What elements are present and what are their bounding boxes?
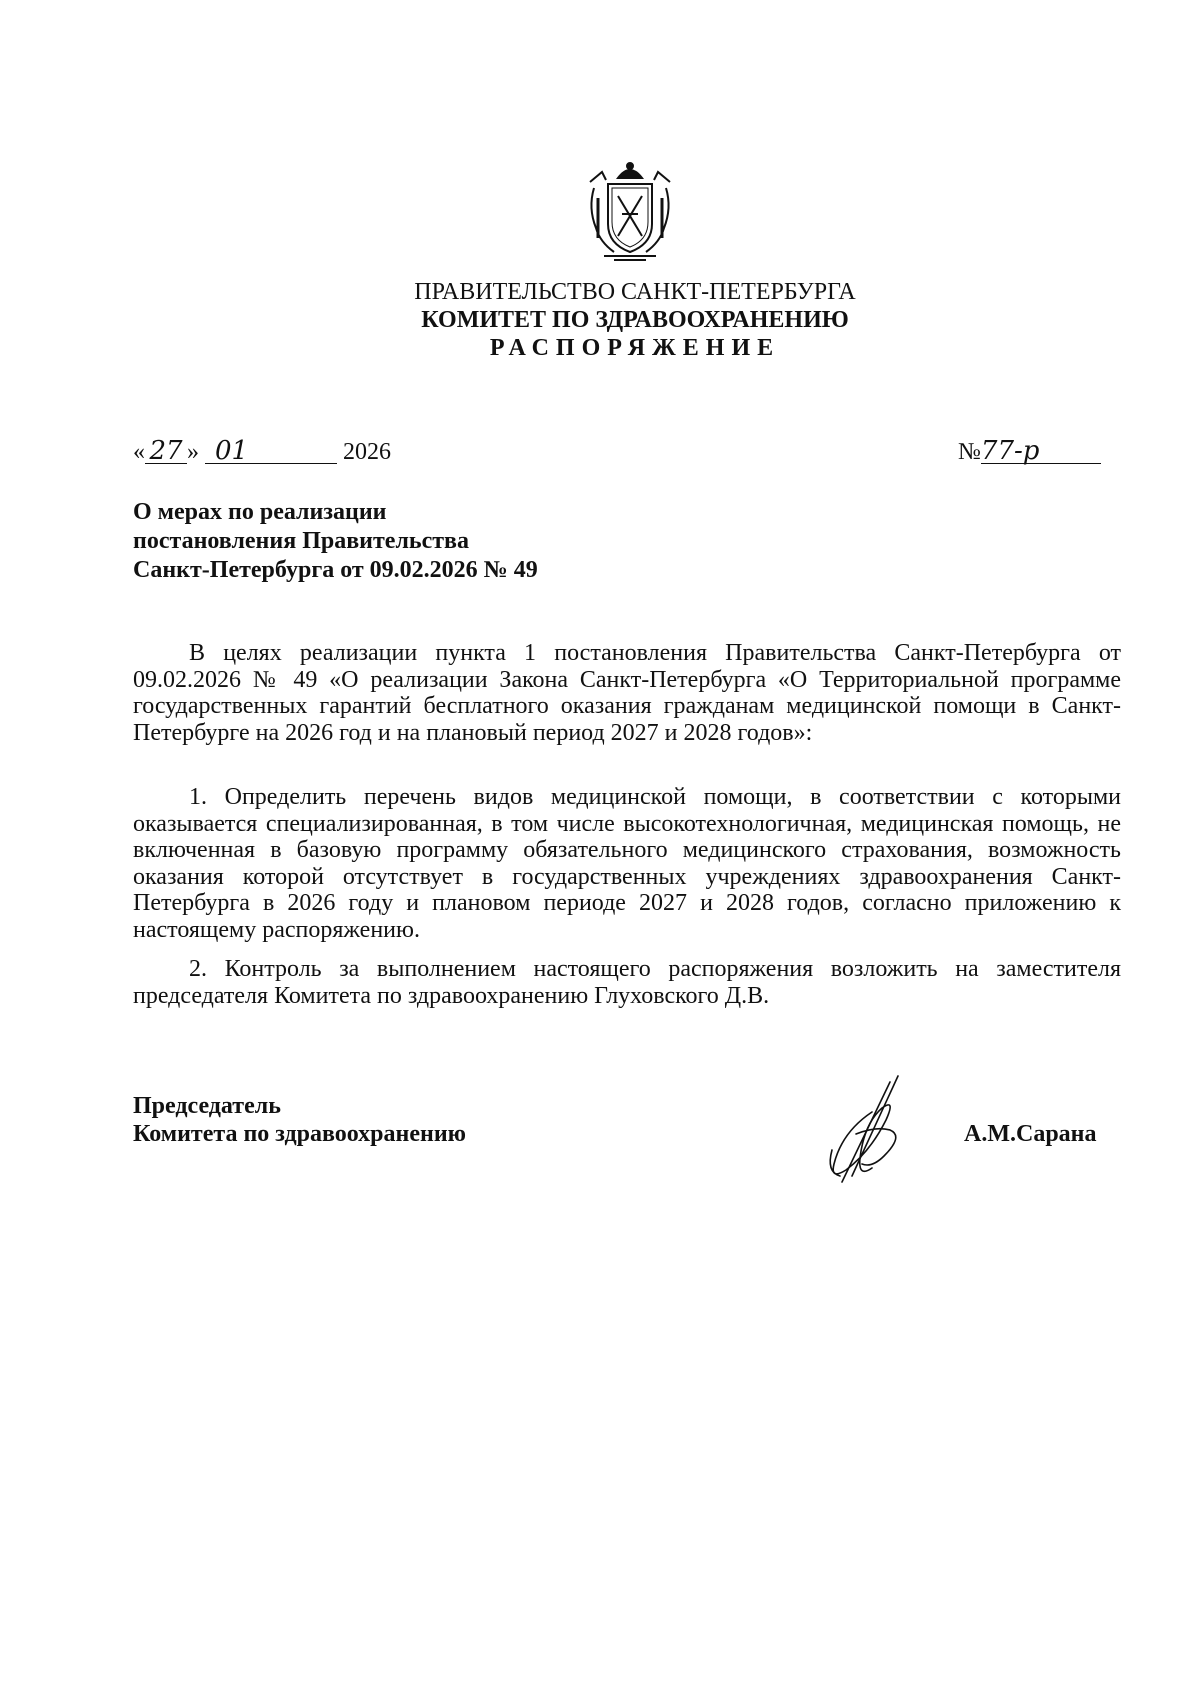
handwritten-signature [812, 1072, 922, 1192]
subject-line: Санкт-Петербурга от 09.02.2026 № 49 [133, 557, 538, 583]
signatory-name: А.М.Сарана [964, 1121, 1097, 1147]
number-value: 77-р [981, 439, 1101, 464]
signatory-title-line: Председатель [133, 1093, 281, 1119]
document-number [958, 438, 1101, 466]
item-2-paragraph: 2. Контроль за выполнением настоящего распоряжения возложить на заместителя председателя Комитета по здравоохранению Глуховского Д.В. [133, 956, 1121, 1009]
preamble-section [133, 640, 1121, 746]
date-day: 27 [145, 439, 187, 464]
government-name: ПРАВИТЕЛЬСТВО САНКТ-ПЕТЕРБУРГА [414, 279, 856, 305]
number-prefix: № [958, 439, 981, 465]
preamble-paragraph: В целях реализации пункта 1 постановления Правительства Санкт-Петербурга от 09.02.2026 № 49 «О реализации Закона Санкт-Петербурга «О Территориальной программе государственных гарантий бесплатного оказания гражданам медицинской помощи в Санкт-Петербурге на 2026 год и на плановый период 2027 и 2028 годов»: [133, 640, 1121, 746]
item-1-section [133, 784, 1121, 943]
coat-of-arms-icon [584, 158, 676, 264]
document-type: РАСПОРЯЖЕНИЕ [489, 335, 781, 361]
item-2-section [133, 956, 1121, 1009]
date-year: 2026 [343, 439, 391, 465]
subject-line: постановления Правительства [133, 528, 469, 554]
signatory-title [133, 1092, 466, 1148]
document-date [133, 438, 391, 466]
date-close-quote: » [187, 439, 199, 465]
signatory-title-line: Комитета по здравоохранению [133, 1121, 466, 1147]
item-1-paragraph: 1. Определить перечень видов медицинской помощи, в соответствии с которыми оказывается специализированная, в том числе высокотехнологичная, медицинская помощь, не включенная в базовую программу обязательного медицинского страхования, возможность оказания которой отсутствует в государственных учреждениях здравоохранения Санкт-Петербурга в 2026 году и плановом периоде 2027 и 2028 годов, согласно приложению к настоящему распоряжению. [133, 784, 1121, 943]
committee-name: КОМИТЕТ ПО ЗДРАВООХРАНЕНИЮ [421, 307, 849, 333]
date-month: 01 [205, 439, 337, 464]
document-subject [133, 498, 538, 585]
date-open-quote: « [133, 439, 145, 465]
subject-line: О мерах по реализации [133, 499, 387, 525]
